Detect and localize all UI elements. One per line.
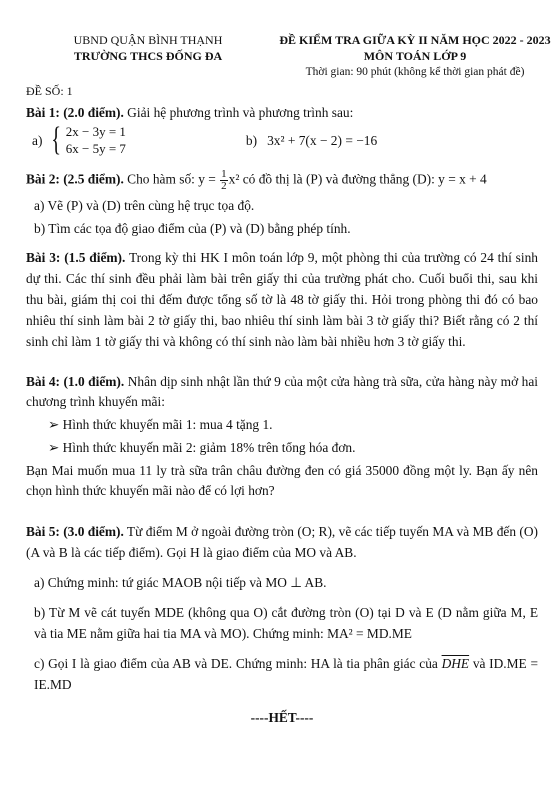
subject-title: MÔN TOÁN LỚP 9 [363,49,467,63]
promotion-1: ➢ Hình thức khuyến mãi 1: mua 4 tặng 1. [48,417,273,433]
problem-4 [26,372,538,501]
system-equation-1: 2x − 3y = 1 [65,124,126,140]
problem-5-title: Bài 5: (3.0 điểm). [26,524,124,540]
angle-dhe: $\overline{DHE}$ [441,656,470,672]
problem-1 [26,104,538,157]
problem-1-text: Giải hệ phương trình và phương trình sau: [123,105,354,120]
school-block [48,32,248,64]
problem-1a-label: a) [32,132,43,148]
problem-1b-equation: 3x² + 7(x − 2) = −16 [267,132,378,148]
problem-4-title: Bài 4: (1.0 điểm). [26,374,125,390]
promotion-2: ➢ Hình thức khuyến mãi 2: giảm 18% trên tổng hóa đơn. [48,440,356,456]
fraction-denominator: 2 [221,180,227,193]
problem-3-title: Bài 3: (1.5 điểm). [26,250,126,266]
problem-4-text: Nhân dịp sinh nhật lần thứ 9 của một cửa hàng trà sữa, cửa hàng này mở hai chương trình khuyến mãi: [26,374,538,410]
problem-5c-text-post: và ID.ME = IE.MD [34,656,538,693]
brace-symbol: { [51,121,62,159]
problem-5c [26,653,538,695]
problem-3 [26,247,538,352]
exam-title: ĐỀ KIỂM TRA GIỮA KỲ II NĂM HỌC 2022 - 2023 [279,33,551,47]
problem-5c-text-pre: c) Gọi I là giao điểm của AB và DE. Chứng minh: HA là tia phân giác của [34,656,442,672]
problem-2-text-post: x² có đồ thị là (P) và đường thẳng (D): y = x + 4 [228,172,487,187]
problem-1b-label: b) [245,132,258,148]
problem-2b: b) Tìm các tọa độ giao điểm của (P) và (D) bằng phép tính. [34,220,351,236]
problem-5-text: Từ điểm M ở ngoài đường tròn (O; R), vẽ các tiếp tuyến MA và MB đến (O) (A và B là các tiếp điểm). Gọi H là giao điểm của MO và AB. [26,524,538,561]
fraction [220,169,228,192]
problem-2-text-pre: Cho hàm số: y = [123,172,220,187]
problem-5 [26,521,538,695]
equation-system [48,123,126,157]
exam-code: ĐỀ SỐ: 1 [26,84,73,98]
problem-2 [26,169,538,237]
exam-header [26,32,551,102]
school-name: TRƯỜNG THCS ĐỐNG ĐA [73,49,223,63]
system-equation-2: 6x − 5y = 7 [65,141,126,157]
fraction-numerator: 1 [221,168,227,181]
problem-4-question: Bạn Mai muốn mua 11 ly trà sữa trân châu đường đen có giá 35000 đồng một ly. Bạn ấy nên chọn hình thức khuyến mãi nào để có lợi hơn? [26,463,538,499]
district-name: UBND QUẬN BÌNH THẠNH [73,33,223,47]
problem-2-title: Bài 2: (2.5 điểm). [26,172,124,187]
problem-3-text: Trong kỳ thi HK I môn toán lớp 9, một phòng thi của trường có 24 thí sinh dự thi. Các thí sinh đều phải làm bài trên giấy thi của trường phát cho. Cuối buổi thi, sau khi thu bài, giám thị coi thi đếm được tổng số tờ là 48 tờ giấy thi. Hỏi trong phòng thi đó có bao nhiêu thí sinh làm bài 2 tờ giấy thi, bao nhiêu thí sinh làm bài 3 tờ giấy thi? Biết rằng có 2 thí sinh chỉ làm 1 tờ giấy thi và không có thí sinh nào làm bài nhiều hơn 3 tờ giấy thi. [26,250,538,350]
end-marker: ----HẾT---- [250,710,314,726]
problem-2a: a) Vẽ (P) và (D) trên cùng hệ trục tọa độ. [34,198,255,214]
exam-title-block [270,32,560,80]
time-note: Thời gian: 90 phút (không kể thời gian phát đề) [305,66,525,78]
problem-5a: a) Chứng minh: tứ giác MAOB nội tiếp và MO ⊥ AB. [34,575,327,591]
problem-1-title: Bài 1: (2.0 điểm). [26,105,124,120]
problem-5b: b) Từ M vẽ cát tuyến MDE (không qua O) cắt đường tròn (O) tại D và E (D nằm giữa M, E và tia ME nằm giữa hai tia MA và MO). Chứng minh: MA² = MD.ME [34,605,538,642]
